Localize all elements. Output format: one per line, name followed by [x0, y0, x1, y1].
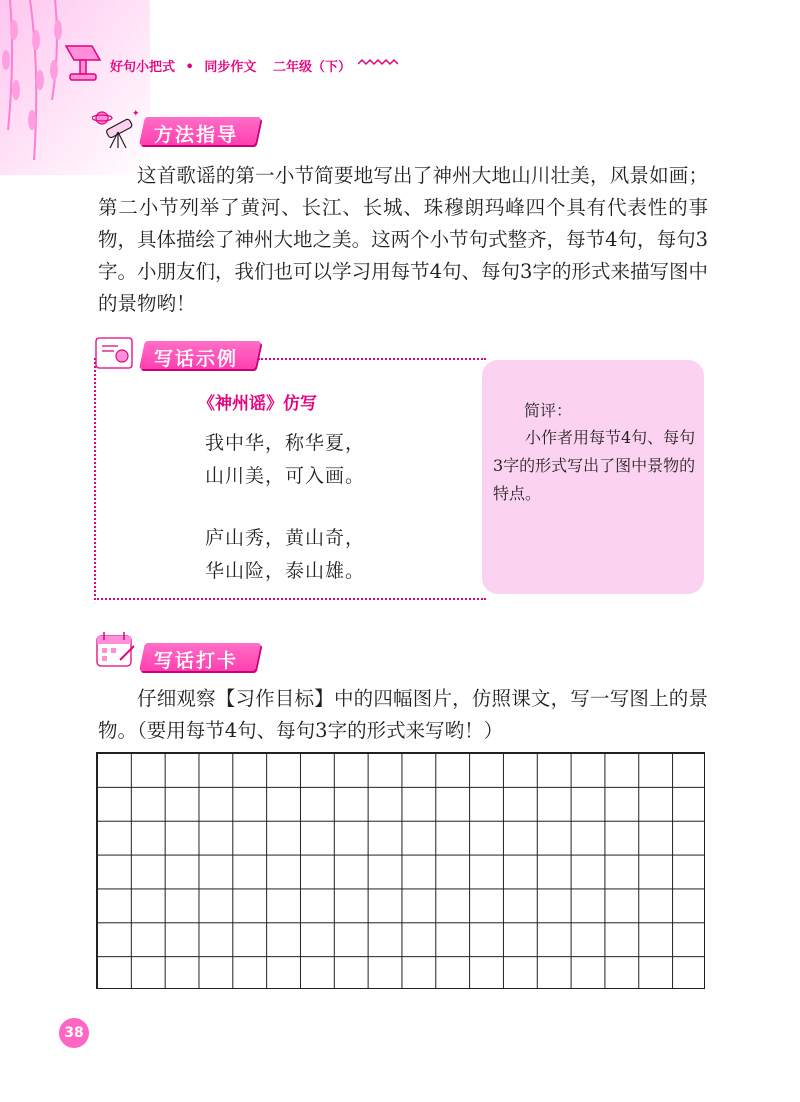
page-header: 好句小把式 • 同步作文 二年级（下）: [62, 42, 422, 82]
practice-instruction-block: [98, 683, 708, 747]
method-title: 方法指导: [154, 124, 239, 146]
poem-line: 山川美，可入画。: [205, 465, 366, 487]
poem-line: 华山险，泰山雄。: [205, 560, 366, 582]
practice-heading: [92, 640, 292, 676]
page-number: 38: [59, 1018, 89, 1048]
method-paragraph: 这首歌谣的第一小节简要地写出了神州大地山川壮美，风景如画；第二小节列举了黄河、长江、长城、珠穆朗玛峰四个具有代表性的事物，具体描绘了神州大地之美。这两个小节句式整齐，每节4句，每句3字。小朋友们，我们也可以学习用每节4句、每句3字的形式来描写图中的景物哟！: [98, 164, 708, 315]
poem-line: 我中华，称华夏，: [205, 432, 366, 454]
comment-title: 简评：: [524, 401, 573, 420]
certificate-icon: [92, 334, 140, 374]
calendar-icon: [94, 630, 140, 672]
poem-title: 《神州谣》仿写: [198, 394, 317, 414]
practice-title: 写话打卡: [154, 650, 239, 672]
comment-text: 小作者用每节4句、每句3字的形式写出了图中景物的特点。: [493, 428, 696, 503]
example-frame-top: [258, 358, 486, 360]
example-heading: [92, 338, 292, 374]
zigzag-decoration: [358, 58, 398, 66]
method-paragraph-block: [98, 160, 708, 320]
lamp-icon: [62, 42, 106, 82]
practice-instruction: 仔细观察【习作目标】中的四幅图片，仿照课文，写一写图上的景物。（要用每节4句、每句3字的形式来写哟！）: [98, 687, 708, 742]
grade-label: 二年级（下）: [272, 60, 351, 75]
series-name: 同步作文: [204, 60, 257, 75]
example-title: 写话示例: [154, 348, 239, 370]
poem-line: 庐山秀，黄山奇，: [205, 527, 366, 549]
writing-grid[interactable]: [96, 752, 705, 989]
brand-name: 好句小把式: [110, 60, 176, 75]
svg-text:✦: ✦: [132, 109, 140, 119]
comment-text-block: [493, 424, 698, 508]
method-heading: [92, 109, 292, 150]
telescope-icon: [92, 108, 144, 148]
